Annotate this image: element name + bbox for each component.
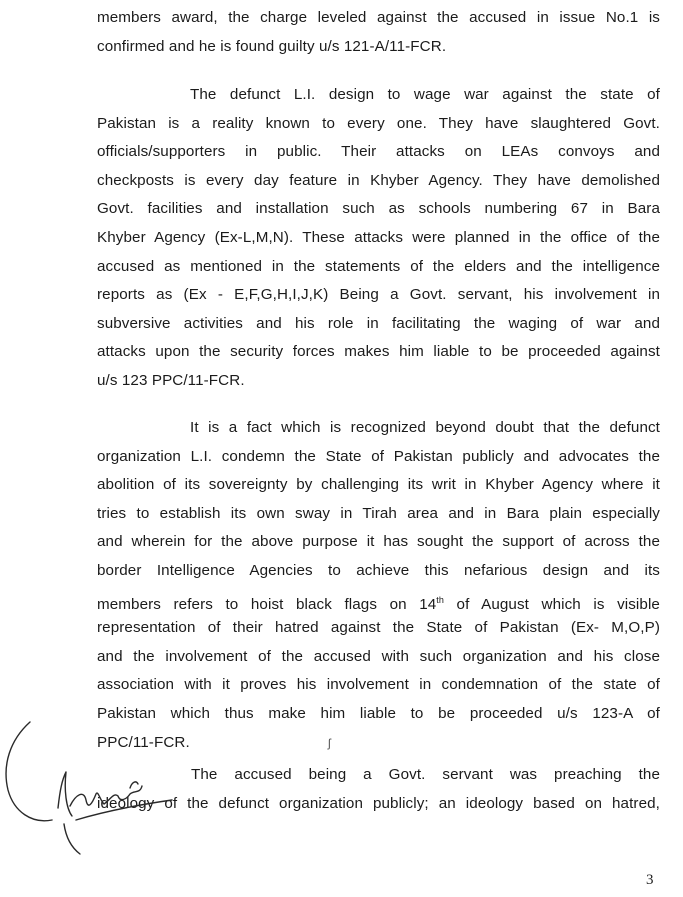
text-line: accused as mentioned in the statements of the elders and the intelligence [97,257,660,275]
text-line: tries to establish its own sway in Tirah area and in Bara plain especially [97,504,660,522]
handwritten-signature-icon [0,720,180,870]
text-line: Pakistan which thus make him liable to be proceeded u/s 123-A of [97,704,660,722]
text-line: attacks upon the security forces makes him liable to be proceeded against [97,343,660,361]
text-line: representation of their hatred against the State of Pakistan (Ex- M,O,P) [97,619,660,637]
text-line-14th-august [97,586,660,615]
text-line: officials/supporters in public. Their attacks on LEAs convoys and [97,143,660,161]
text-line: Pakistan is a reality known to every one. They have slaughtered Govt. [97,114,660,132]
stray-mark: ʃ [328,736,331,750]
paragraph-verdict-issue-1 [97,4,660,61]
superscript-ordinal: th [436,594,445,605]
text-line: Govt. facilities and installation such as schools numbering 67 in Bara [97,200,660,218]
text-line: association with it proves his involvement in condemnation of the state of [97,676,660,694]
text-line: confirmed and he is found guilty u/s 121-A/11-FCR. [97,37,447,55]
text-line: reports as (Ex - E,F,G,H,I,J,K) Being a Govt. servant, his involvement in [97,286,660,304]
text-line: checkposts is every day feature in Khyber Agency. They have demolished [97,171,660,189]
paragraph-preaching-ideology [97,761,660,818]
page-number: 3 [646,872,654,888]
text-line: The defunct L.I. design to wage war against the state of [190,86,660,103]
paragraph-defunct-li-design [97,81,660,396]
text-line: u/s 123 PPC/11-FCR. [97,371,245,389]
text-line: The accused being a Govt. servant was preaching the [191,766,660,783]
text-line: PPC/11-FCR. [97,733,190,751]
text-line: Khyber Agency (Ex-L,M,N). These attacks were planned in the office of the [97,228,660,246]
text-line: border Intelligence Agencies to achieve this nefarious design and its [97,561,660,579]
text-fragment: of August which is visible [444,595,660,613]
text-line: It is a fact which is recognized beyond doubt that the defunct [190,419,660,436]
text-line: members award, the charge leveled against the accused in issue No.1 is [97,9,660,26]
text-line: subversive activities and his role in facilitating the waging of war and [97,314,660,332]
text-line: abolition of its sovereignty by challenging its writ in Khyber Agency where it [97,476,660,494]
text-line: ideology of the defunct organization publicly; an ideology based on hatred, [97,794,660,812]
paragraph-condemnation-of-state [97,414,660,757]
text-line: and the involvement of the accused with such organization and his close [97,647,660,665]
text-line: organization L.I. condemn the State of Pakistan publicly and advocates the [97,447,660,465]
text-fragment: members refers to hoist black flags on 14 [97,595,437,613]
text-line: and wherein for the above purpose it has sought the support of across the [97,533,660,551]
